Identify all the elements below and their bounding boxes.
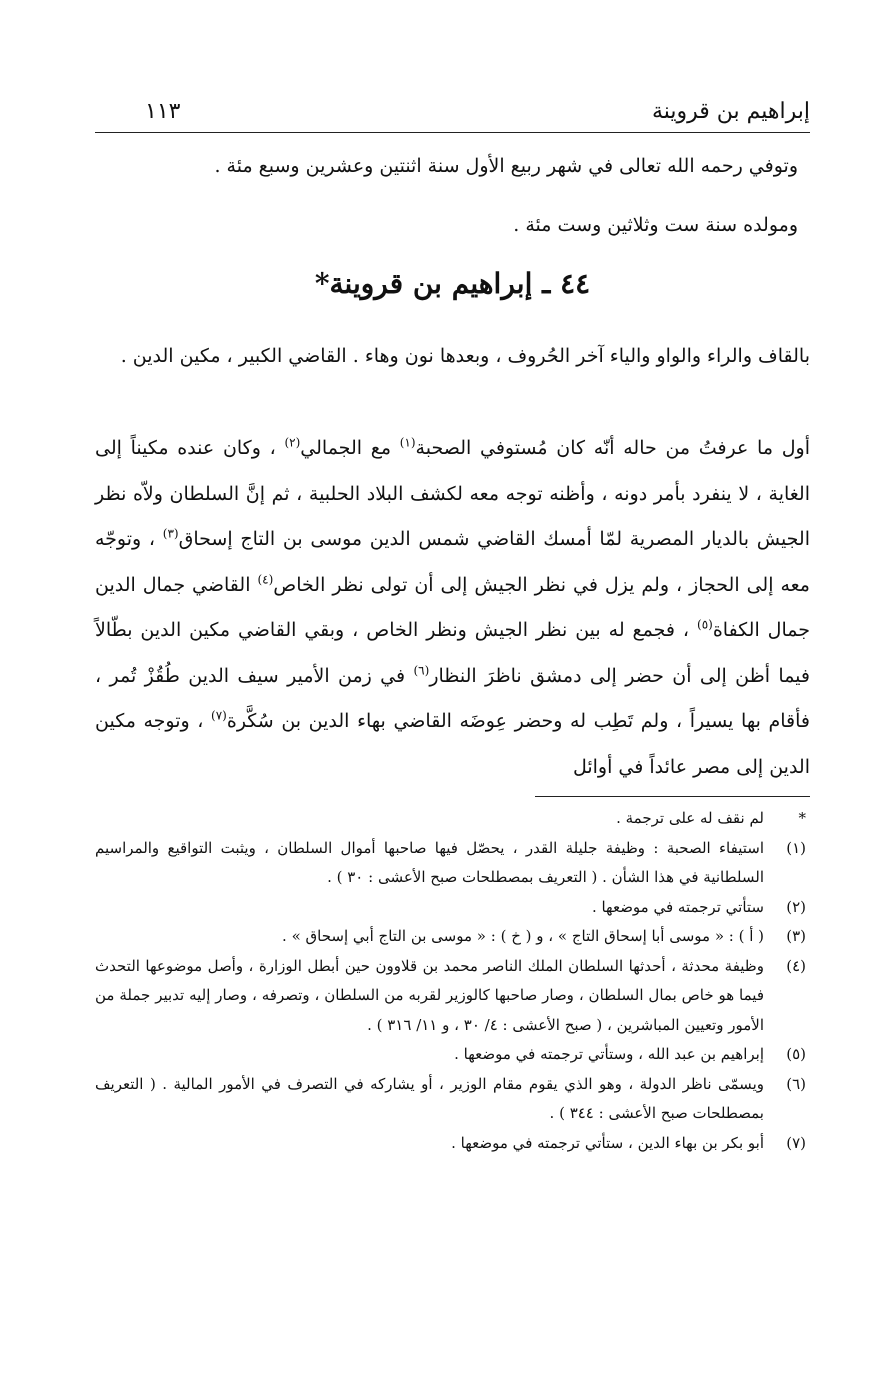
body-segment: القاضي جمال الدين جمال الكفاة: [95, 573, 810, 641]
footnote-text: ( أ ) : « موسى أبا إسحاق التاج » ، و ( خ ) : « موسى بن التاج أبي إسحاق » .: [282, 927, 764, 945]
footnote-number: (٥): [786, 1045, 806, 1063]
footnote-ref-6[interactable]: (٦): [413, 663, 430, 678]
footnote-divider: [535, 796, 810, 797]
entry-body: [95, 426, 810, 790]
footnote-ref-3[interactable]: (٣): [162, 526, 179, 541]
footnote-text: وظيفة محدثة ، أحدثها السلطان الملك الناصر محمد بن قلاوون حين أبطل الوزارة ، وأصل موضوعها التحدث فيما هو خاص بمال السلطان ، وصار صاحبها كالوزير لقربه من السلطان ، وتصرفه ، وصار إليه تدبير جملة من الأمور وتعيين المباشرين ، ( صبح الأعشى : ٤/ ٣٠ ، و ١١/ ٣١٦ ) .: [95, 956, 764, 1034]
body-segment: في زمن الأمير سيف الدين طُقُزْ تُمر ، فأقام بها يسيراً ، ولم تَطِب له وحضر عِوضَه القاضي بهاء الدين بن سُكَّرة: [95, 664, 811, 732]
biography-paragraph: [95, 426, 810, 790]
footnote: [95, 952, 810, 1041]
page-number: ١١٣: [145, 99, 181, 124]
footnote-number: (٧): [786, 1133, 806, 1152]
footnote-number: (٣): [786, 927, 806, 945]
footnote-ref-4[interactable]: (٤): [257, 572, 274, 587]
body-segment: أول ما عرفتُ من حاله أنّه كان مُستوفي الصحبة: [415, 437, 810, 459]
footnote-text: أبو بكر بن بهاء الدين ، ستأتي ترجمته في موضعها .: [451, 1133, 764, 1152]
body-segment: ، وتوجّه معه إلى الحجاز ، ولم يزل في نظر الجيش إلى أن تولى نظر الخاص: [95, 528, 810, 596]
footnote-number: (٦): [786, 1074, 806, 1093]
birth-date-line: ومولده سنة ست وثلاثين وست مئة .: [513, 214, 798, 236]
book-page: [95, 0, 810, 1380]
footnote-number: (٤): [786, 956, 806, 975]
footnote-text: ويسمّى ناظر الدولة ، وهو الذي يقوم مقام الوزير ، أو يشاركه في التصرف في الأمور المالية . ( التعريف بمصطلحات صبح الأعشى : ٣٤٤ ) .: [95, 1074, 764, 1122]
footnote-ref-7[interactable]: (٧): [211, 708, 227, 723]
footnote: [95, 834, 810, 893]
body-segment: ، وتوجه مكين الدين إلى مصر عائداً في أوائل: [95, 710, 810, 778]
footnote: [95, 922, 810, 952]
previous-entry-end: [95, 150, 798, 268]
footnote: [95, 1040, 810, 1070]
body-segment: ، وكان عنده مكيناً إلى الغاية ، لا ينفرد بأمر دونه ، وأظنه توجه معه لكشف البلاد الحلبية ، ثم إنَّ السلطان ولاّه نظر الجيش بالديار المصرية لمّا أمسك القاضي شمس الدين موسى بن التاج إسحاق: [95, 437, 811, 550]
footnote-text: ستأتي ترجمته في موضعها .: [591, 897, 764, 916]
footnote-number: (١): [786, 838, 806, 857]
footnote: [95, 804, 810, 834]
footnote: [95, 1070, 810, 1129]
entry-intro: [95, 334, 810, 378]
footnote-ref-5[interactable]: (٥): [697, 617, 713, 632]
footnote-number: (٢): [786, 897, 806, 916]
body-segment: ، فجمع له بين نظر الجيش ونظر الخاص ، وبقي القاضي مكين الدين بطّالاً فيما أظن إلى أن حضر إلى دمشق ناظرَ النظار: [95, 619, 810, 687]
death-date-line: وتوفي رحمه الله تعالى في شهر ربيع الأول سنة اثنتين وعشرين وسبع مئة .: [214, 155, 798, 177]
footnote: [95, 1129, 810, 1159]
running-header: [95, 92, 810, 133]
body-segment: مع الجمالي: [300, 437, 400, 459]
footnotes: [95, 804, 810, 1158]
running-header-title: إبراهيم بن قروينة: [651, 99, 810, 124]
footnote-text: لم نقف له على ترجمة .: [616, 809, 764, 827]
footnote-text: استيفاء الصحبة : وظيفة جليلة القدر ، يحصّل فيها صاحبها أموال السلطان ، ويثبت التواقيع والمراسيم السلطانية في هذا الشأن . ( التعريف بمصطلحات صبح الأعشى : ٣٠ ) .: [95, 838, 764, 886]
footnote: [95, 893, 810, 923]
name-vocalization: بالقاف والراء والواو والياء آخر الحُروف ، وبعدها نون وهاء . القاضي الكبير ، مكين الدين .: [120, 345, 810, 367]
entry-heading: ٤٤ ـ إبراهيم بن قروينة*: [314, 267, 591, 300]
footnote-number: *: [798, 809, 806, 827]
footnote-ref-2[interactable]: (٢): [284, 435, 301, 450]
footnote-ref-1[interactable]: (١): [399, 435, 416, 450]
footnote-text: إبراهيم بن عبد الله ، وستأتي ترجمته في موضعها .: [454, 1045, 764, 1063]
